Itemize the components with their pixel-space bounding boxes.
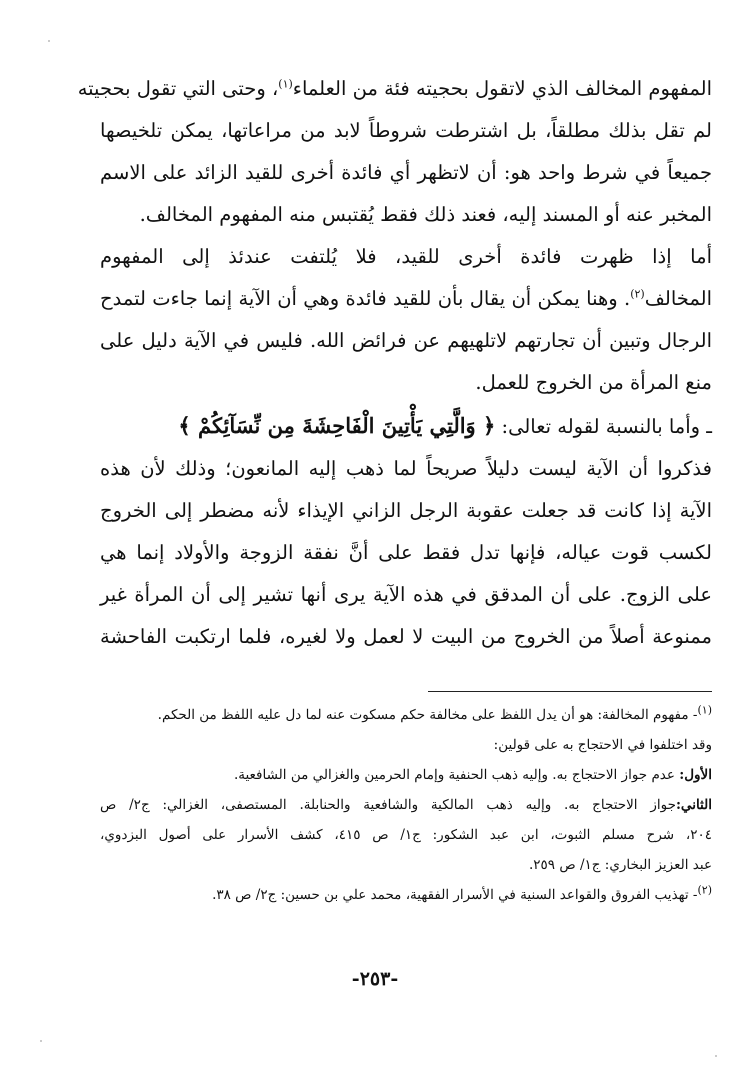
footnote-marker-1: (١) (697, 703, 712, 717)
footnote-2-line-1 (100, 880, 712, 910)
scan-speck (715, 1055, 717, 1057)
footnote-text: - تهذيب الفروق والقواعد السنية في الأسرار الفقهية، محمد علي بن حسين: ج٢/ ص ٣٨. (212, 887, 698, 903)
body-line-13: على الزوج. على أن المدقق في هذه الآية يرى أنها تشير إلى أن المرأة غير (100, 583, 712, 606)
footnote-text: عدم جواز الاحتجاج به. وإليه ذهب الحنفية وإمام الحرمين والغزالي من الشافعية. (233, 767, 680, 783)
footnote-1-line-6: عبد العزيز البخاري: ج١/ ص ٢٥٩. (528, 857, 712, 873)
footnote-text: - مفهوم المخالفة: هو أن يدل اللفظ على مخالفة حكم مسكوت عنه لما دل عليه اللفظ من الحكم. (157, 707, 698, 723)
quran-verse-line (100, 404, 712, 448)
body-line-2: لم تقل بذلك مطلقاً، بل اشترطت شروطاً لابد من مراعاتها، يمكن تلخيصها (100, 119, 712, 142)
footnotes-block (100, 700, 712, 910)
second-opinion-label: الثاني: (675, 797, 712, 813)
footnote-ref-2[interactable]: (٢) (630, 287, 645, 301)
footnote-1-line-3 (100, 760, 712, 790)
body-line-1 (77, 68, 712, 110)
footnote-1-line-4 (100, 790, 712, 820)
body-line-14: ممنوعة أصلاً من الخروج من البيت لا لعمل ولا لغيره، فلما ارتكبت الفاحشة (100, 625, 712, 648)
verse-intro: ـ وأما بالنسبة لقوله تعالى: (495, 415, 712, 438)
scan-speck (40, 1040, 42, 1042)
body-line-3: جميعاً في شرط واحد هو: أن لاتظهر أي فائدة أخرى للقيد الزائد على الاسم (100, 161, 712, 184)
body-text: . وهنا يمكن أن يقال بأن للقيد فائدة وهي أن الآية إنما جاءت لتمدح (100, 287, 631, 310)
footnote-1-line-5: ٢٠٤، شرح مسلم الثبوت، ابن عبد الشكور: ج١/ ص ٤١٥، كشف الأسرار على أصول البزدوي، (100, 827, 712, 843)
footnote-ref-1[interactable]: (١) (278, 77, 293, 91)
footnote-marker-2: (٢) (697, 883, 712, 897)
body-line-12: لكسب قوت عياله، فإنها تدل فقط على أنَّ نفقة الزوجة والأولاد إنما هي (100, 541, 712, 564)
body-text: المفهوم المخالف الذي لاتقول بحجيته فئة من العلماء (292, 77, 712, 100)
scan-speck (48, 40, 50, 42)
body-text: ، وحتى التي تقول بحجيته (77, 77, 279, 100)
body-line-5: أما إذا ظهرت فائدة أخرى للقيد، فلا يُلتفت عندئذ إلى المفهوم (100, 245, 712, 268)
footnote-separator (428, 691, 712, 692)
body-line-8: منع المرأة من الخروج للعمل. (475, 371, 712, 394)
body-line-7: الرجال وتبين أن تجارتهم لاتلهيهم عن فرائض الله. فليس في الآية دليل على (100, 329, 712, 352)
footnote-text: جواز الاحتجاج به. وإليه ذهب المالكية والشافعية والحنابلة. المستصفى، الغزالي: ج٢/ ص (100, 797, 676, 813)
body-text: المخالف (644, 287, 712, 310)
footnote-1-line-2: وقد اختلفوا في الاحتجاج به على قولين: (493, 737, 712, 753)
main-text-block (77, 68, 712, 658)
footnote-1-line-1 (100, 700, 712, 730)
body-line-6 (100, 278, 712, 320)
body-line-11: الآية إذا كانت قد جعلت عقوبة الرجل الزاني الإيذاء لأنه مضطر إلى الخروج (100, 499, 712, 522)
page-number: -٢٥٣- (351, 968, 399, 990)
quran-verse: ﴿ وَالَّتِي يَأْتِينَ الْفَاحِشَةَ مِن نِّسَآئِكُمْ ﴾ (178, 413, 496, 438)
body-line-4: المخبر عنه أو المسند إليه، فعند ذلك فقط يُقتبس منه المفهوم المخالف. (139, 203, 712, 226)
first-opinion-label: الأول: (679, 767, 712, 783)
body-line-10: فذكروا أن الآية ليست دليلاً صريحاً لما ذهب إليه المانعون؛ وذلك لأن هذه (100, 457, 712, 480)
